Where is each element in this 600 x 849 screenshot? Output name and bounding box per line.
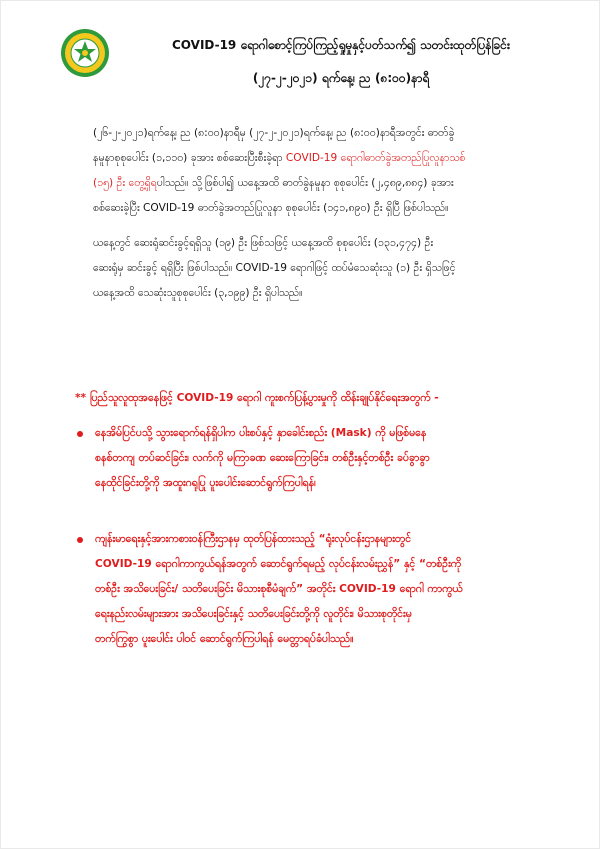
paragraph-line: ဆေးရုံမှ ဆင်းခွင့် ရရှိပြီး ဖြစ်ပါသည်။ COVID-19 ရောဂါဖြင့် ထပ်မံသေဆုံးသူ (၁) ဦး ရှိသဖြင့်	[93, 262, 456, 274]
paragraph-line: (၂၆-၂-၂၀၂၁)ရက်နေ့၊ ည (၈:၀၀)နာရီမှ (၂၇-၂-၂၀၂၁)ရက်နေ့၊ ည (၈:၀၀)နာရီအတွင်း ဓာတ်ခွဲ	[93, 127, 455, 139]
document-date: (၂၇-၂-၂၀၂၁) ရက်နေ့၊ ည (၈:၀၀)နာရီ	[252, 71, 430, 85]
bullet-line: COVID-19 ရောဂါကာကွယ်ရန်အတွက် ဆောင်ရွက်ရမည့် လုပ်ငန်းလမ်းညွှန်” နှင့် “တစ်ဦးကို	[95, 558, 462, 570]
text-segment: ပါသည်။ သို့ဖြစ်ပါ၍ ယနေ့အထိ ဓာတ်ခွဲနမူနာ စုစုပေါင်း (၂,၄၈၉,၈၈၄) ခုအား	[156, 177, 454, 189]
bullet-line: ရေးနည်းလမ်းများအား အသိပေးခြင်းနှင့် သတိပေးခြင်းတို့ကို လူတိုင်း၊ မိသားစုတိုင်းမှ	[95, 608, 412, 620]
bullet-item-mask-guidance	[95, 421, 545, 496]
paragraph-recoveries-deaths	[61, 231, 543, 306]
paragraph-line: ယနေ့တွင် ဆေးရုံဆင်းခွင့်ရရှိသူ (၁၉) ဦး ဖြစ်သဖြင့် ယနေ့အထိ စုစုပေါင်း (၁၃၁,၄၇၄) ဦး	[93, 237, 434, 249]
bullet-line: ကျန်းမာရေးနှင့်အားကစားဝန်ကြီးဌာနမှ ထုတ်ပြန်ထားသည့် “ရုံးလုပ်ငန်းဌာနများတွင်	[95, 533, 412, 545]
bullet-dot-icon	[77, 537, 83, 543]
paragraph-tests-cases	[61, 121, 543, 221]
paragraph-line	[61, 171, 543, 196]
bullet-line: စနစ်တကျ တပ်ဆင်ခြင်း၊ လက်ကို မကြာခဏ ဆေးကြောခြင်း၊ တစ်ဦးနှင့်တစ်ဦး ခပ်ခွာခွာ	[95, 452, 430, 464]
bullet-dot-icon	[77, 431, 83, 437]
new-cases-count-highlight: (၁၅) ဦး တွေ့ရှိရ	[93, 177, 157, 189]
bullet-line: နေအိမ်ပြင်ပသို့ သွားရောက်ရန်ရှိပါက ပါးစပ်နှင့် နှာခေါင်းစည်း (Mask) ကို မဖြစ်မနေ	[95, 427, 427, 439]
paragraph-line: စစ်ဆေးခဲ့ပြီး COVID-19 ဓာတ်ခွဲအတည်ပြုလူနာ စုစုပေါင်း (၁၄၁,၈၉၀) ဦး ရှိပြီ ဖြစ်ပါသည်။	[93, 202, 449, 214]
document-title: COVID-19 ရောဂါစောင့်ကြပ်ကြည့်ရှုမှုနှင့်ပတ်သက်၍ သတင်းထုတ်ပြန်ခြင်း	[171, 38, 510, 52]
text-segment: နမူနာစုစုပေါင်း (၁,၁၁၀) ခုအား စစ်ဆေးပြီးစီးခဲ့ရာ	[93, 152, 286, 164]
paragraph-line	[61, 146, 543, 171]
bullet-line: တက်ကြွစွာ ပူးပေါင်း ပါဝင် ဆောင်ရွက်ကြပါရန် မေတ္တာရပ်ခံပါသည်။	[95, 633, 354, 645]
bullet-item-workplace-guidance	[95, 527, 545, 652]
bullet-line: နေထိုင်ခြင်းတို့ကို အထူးဂရုပြု ပူးပေါင်းဆောင်ရွက်ကြပါရန်၊	[95, 477, 316, 489]
public-notice-heading: ** ပြည်သူလူထုအနေဖြင့် COVID-19 ရောဂါ ကူးစက်ပြန့်ပွားမှုကို ထိန်းချုပ်နိုင်ရေးအတွက် -	[75, 392, 439, 404]
bullet-line: တစ်ဦး အသိပေးခြင်း/ သတိပေးခြင်း မိသားစုစီမံချက်” အတိုင်း COVID-19 ရောဂါ ကာကွယ်	[95, 583, 463, 595]
paragraph-line: ယနေ့အထိ သေဆုံးသူစုစုပေါင်း (၃,၁၉၉) ဦး ရှိပါသည်။	[93, 287, 303, 299]
new-cases-highlight: COVID-19 ရောဂါဓာတ်ခွဲအတည်ပြုလူနာသစ်	[285, 152, 466, 164]
ministry-seal-icon	[60, 28, 110, 78]
